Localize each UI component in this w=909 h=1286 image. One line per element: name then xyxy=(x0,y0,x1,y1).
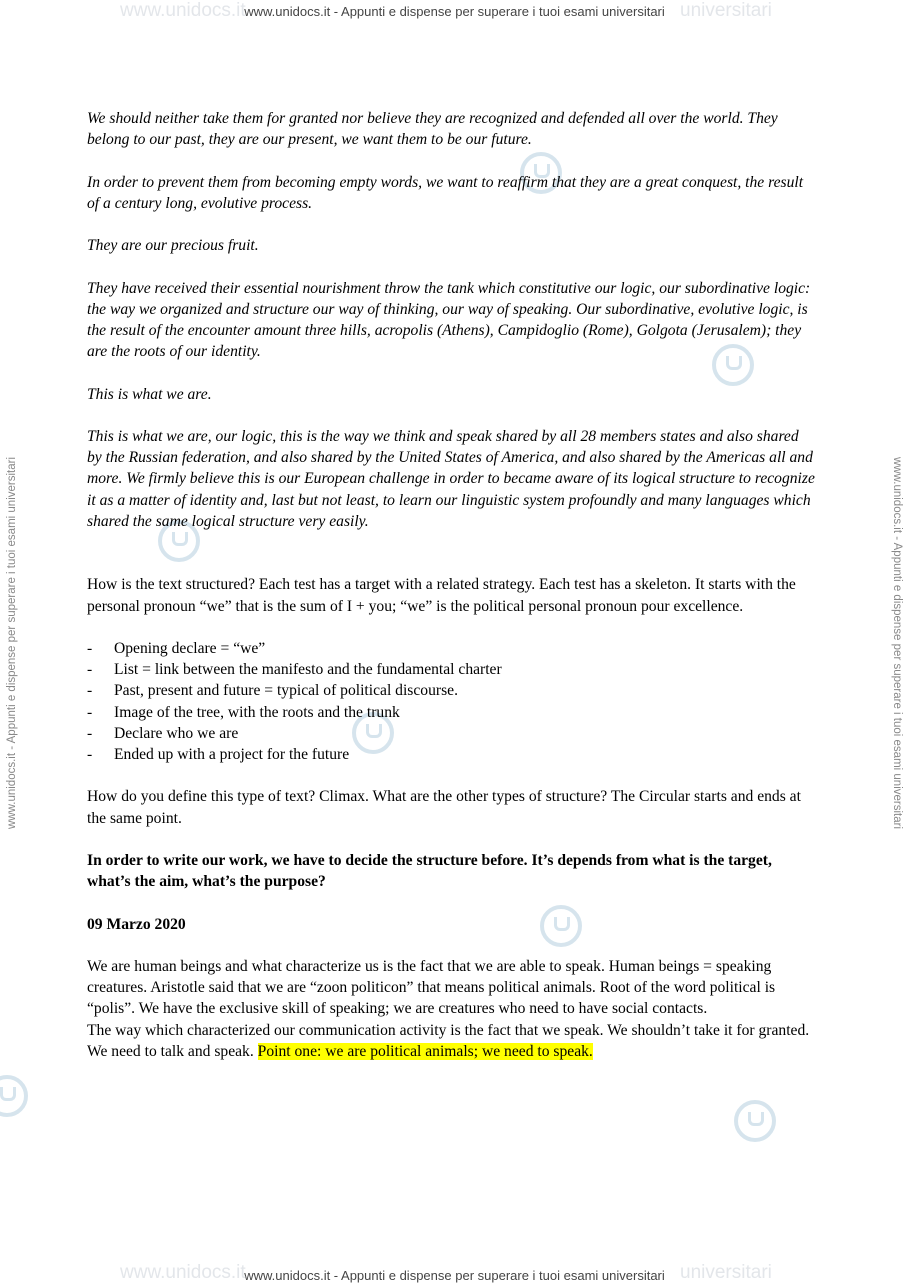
climax-paragraph: How do you define this type of text? Climax. What are the other types of structure? The Circular starts and ends at the same point. xyxy=(87,788,801,827)
italic-paragraph: They have received their essential nourishment throw the tank which constitutive our logic, our subordinative logic: the way we organized and structure our way of thinking, our way of speaking. Our subordinative, evolutive logic, is the result of the encounter amount three hills, acropolis (Athens), Campidoglio (Rome), Golgota (Jerusalem); they are the roots of our identity. xyxy=(87,279,811,361)
italic-paragraph: They are our precious fruit. xyxy=(87,237,259,255)
spacer xyxy=(87,553,817,574)
italic-paragraph: In order to prevent them from becoming empty words, we want to reaffirm that they are a great conquest, the result of a century long, evolutive process. xyxy=(87,173,804,212)
human-paragraph: We are human beings and what characterize us is the fact that we are able to speak. Human beings = speaking creatures. Aristotle said that we are “zoon politicon” that means political animals. Root of the word political is “polis”. We have the exclusive skill of speaking; we are creatures who need to have social contacts. xyxy=(87,957,776,1018)
ghost-watermark-top-right: universitari xyxy=(680,0,772,21)
list-item: - Ended up with a project for the future xyxy=(87,744,817,765)
left-side-watermark: www.unidocs.it - Appunti e dispense per superare i tuoi esami universitari xyxy=(6,456,18,830)
list-item: - Declare who we are xyxy=(87,723,817,744)
italic-paragraph: This is what we are. xyxy=(87,385,212,403)
highlighted-text: Point one: we are political animals; we need to speak. xyxy=(257,1042,593,1060)
document-body xyxy=(87,108,817,1083)
list-item: - Opening declare = “we” xyxy=(87,638,817,659)
watermark-logo-icon xyxy=(734,1100,776,1142)
bottom-watermark: www.unidocs.it - Appunti e dispense per superare i tuoi esami universitari xyxy=(244,1268,665,1283)
right-side-watermark: www.unidocs.it - Appunti e dispense per superare i tuoi esami universitari xyxy=(891,456,903,830)
ghost-watermark-top-left: www.unidocs.it xyxy=(120,0,246,21)
structure-paragraph: How is the text structured? Each test has a target with a related strategy. Each test has a skeleton. It starts with the personal pronoun “we” that is the sum of I + you; “we” is the political personal pronoun pour excellence. xyxy=(87,576,796,615)
date-heading: 09 Marzo 2020 xyxy=(87,915,186,933)
italic-paragraph: We should neither take them for granted nor believe they are recognized and defended all over the world. They belong to our past, they are our present, we want them to be our future. xyxy=(87,110,778,149)
ghost-watermark-bottom-right: universitari xyxy=(680,1262,772,1283)
final-paragraph-text: The way which characterized our communication activity is the fact that we speak. We shouldn’t take it for granted. We need to talk and speak. xyxy=(87,1021,810,1060)
italic-paragraph: This is what we are, our logic, this is the way we think and speak shared by all 28 members states and also shared by the Russian federation, and also shared by the United States of America, and also shared by the Americas all and more. We firmly believe this is our European challenge in order to became aware of its logical structure to recognize it as a matter of identity and, last but not least, to learn our linguistic system profoundly and many languages which shared the same logical structure very easily. xyxy=(87,427,815,530)
list-item: - Past, present and future = typical of political discourse. xyxy=(87,680,817,701)
structure-list xyxy=(87,638,817,765)
top-watermark: www.unidocs.it - Appunti e dispense per superare i tuoi esami universitari xyxy=(244,4,665,19)
ghost-watermark-bottom-left: www.unidocs.it xyxy=(120,1262,246,1283)
list-item: - Image of the tree, with the roots and the trunk xyxy=(87,702,817,723)
final-paragraph xyxy=(87,1020,817,1062)
bold-paragraph: In order to write our work, we have to decide the structure before. It’s depends from what is the target, what’s the aim, what’s the purpose? xyxy=(87,851,772,891)
watermark-logo-icon xyxy=(0,1075,28,1117)
list-item: - List = link between the manifesto and the fundamental charter xyxy=(87,659,817,680)
